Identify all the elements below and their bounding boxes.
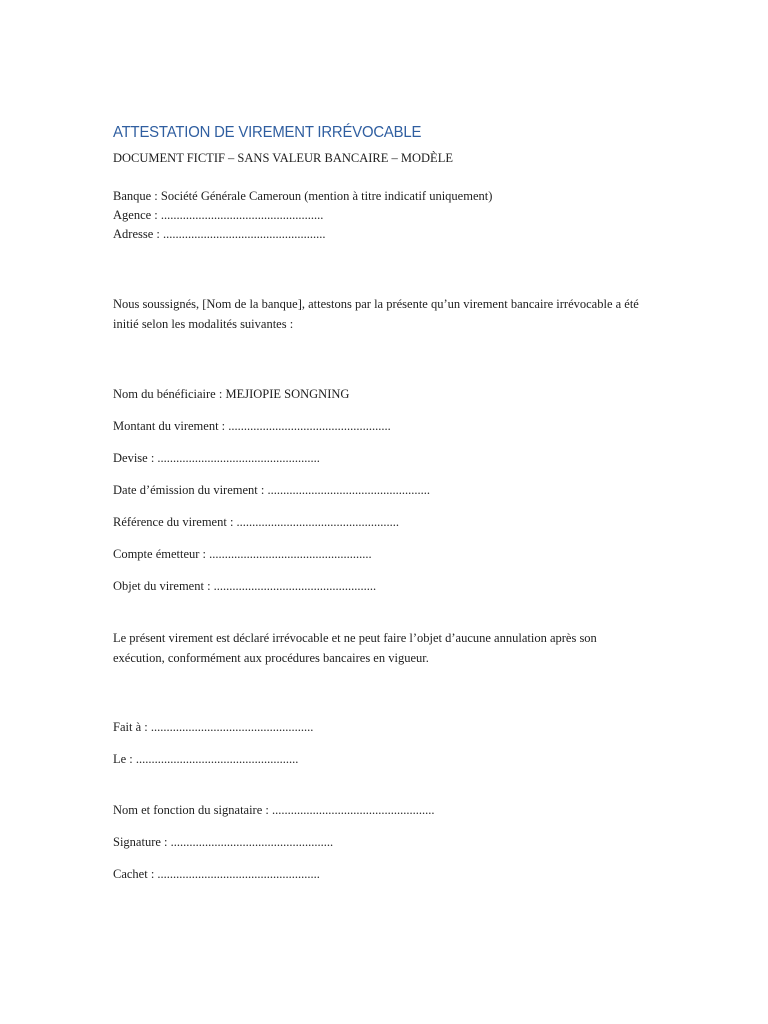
purpose-field: Objet du virement : .................................................... <box>113 579 377 593</box>
currency-field: Devise : .................................................... <box>113 451 320 465</box>
issue-date-field: Date d’émission du virement : .................................................... <box>113 483 430 497</box>
bank-line: Banque : Société Générale Cameroun (mention à titre indicatif uniquement) <box>113 189 493 203</box>
declaration-paragraph: Le présent virement est déclaré irrévocable et ne peut faire l’objet d’aucune annulation après son exécution, conformément aux procédures bancaires en vigueur. <box>113 631 597 665</box>
intro-paragraph: Nous soussignés, [Nom de la banque], attestons par la présente qu’un virement bancaire irrévocable a été initié selon les modalités suivantes : <box>113 297 639 331</box>
address-line: Adresse : .................................................... <box>113 227 326 241</box>
issuer-account-field: Compte émetteur : .................................................... <box>113 547 372 561</box>
place-field: Fait à : .................................................... <box>113 720 314 734</box>
stamp-field: Cachet : .................................................... <box>113 867 320 881</box>
amount-field: Montant du virement : .................................................... <box>113 419 391 433</box>
agency-line: Agence : .................................................... <box>113 208 324 222</box>
reference-field: Référence du virement : .................................................... <box>113 515 400 529</box>
beneficiary-field: Nom du bénéficiaire : MEJIOPIE SONGNING <box>113 387 350 401</box>
document-title: ATTESTATION DE VIREMENT IRRÉVOCABLE <box>113 124 422 141</box>
signatory-name-field: Nom et fonction du signataire : .................................................... <box>113 803 435 817</box>
signature-field: Signature : .................................................... <box>113 835 334 849</box>
date-field: Le : .................................................... <box>113 752 299 766</box>
document-subtitle: DOCUMENT FICTIF – SANS VALEUR BANCAIRE – MODÈLE <box>113 151 453 165</box>
